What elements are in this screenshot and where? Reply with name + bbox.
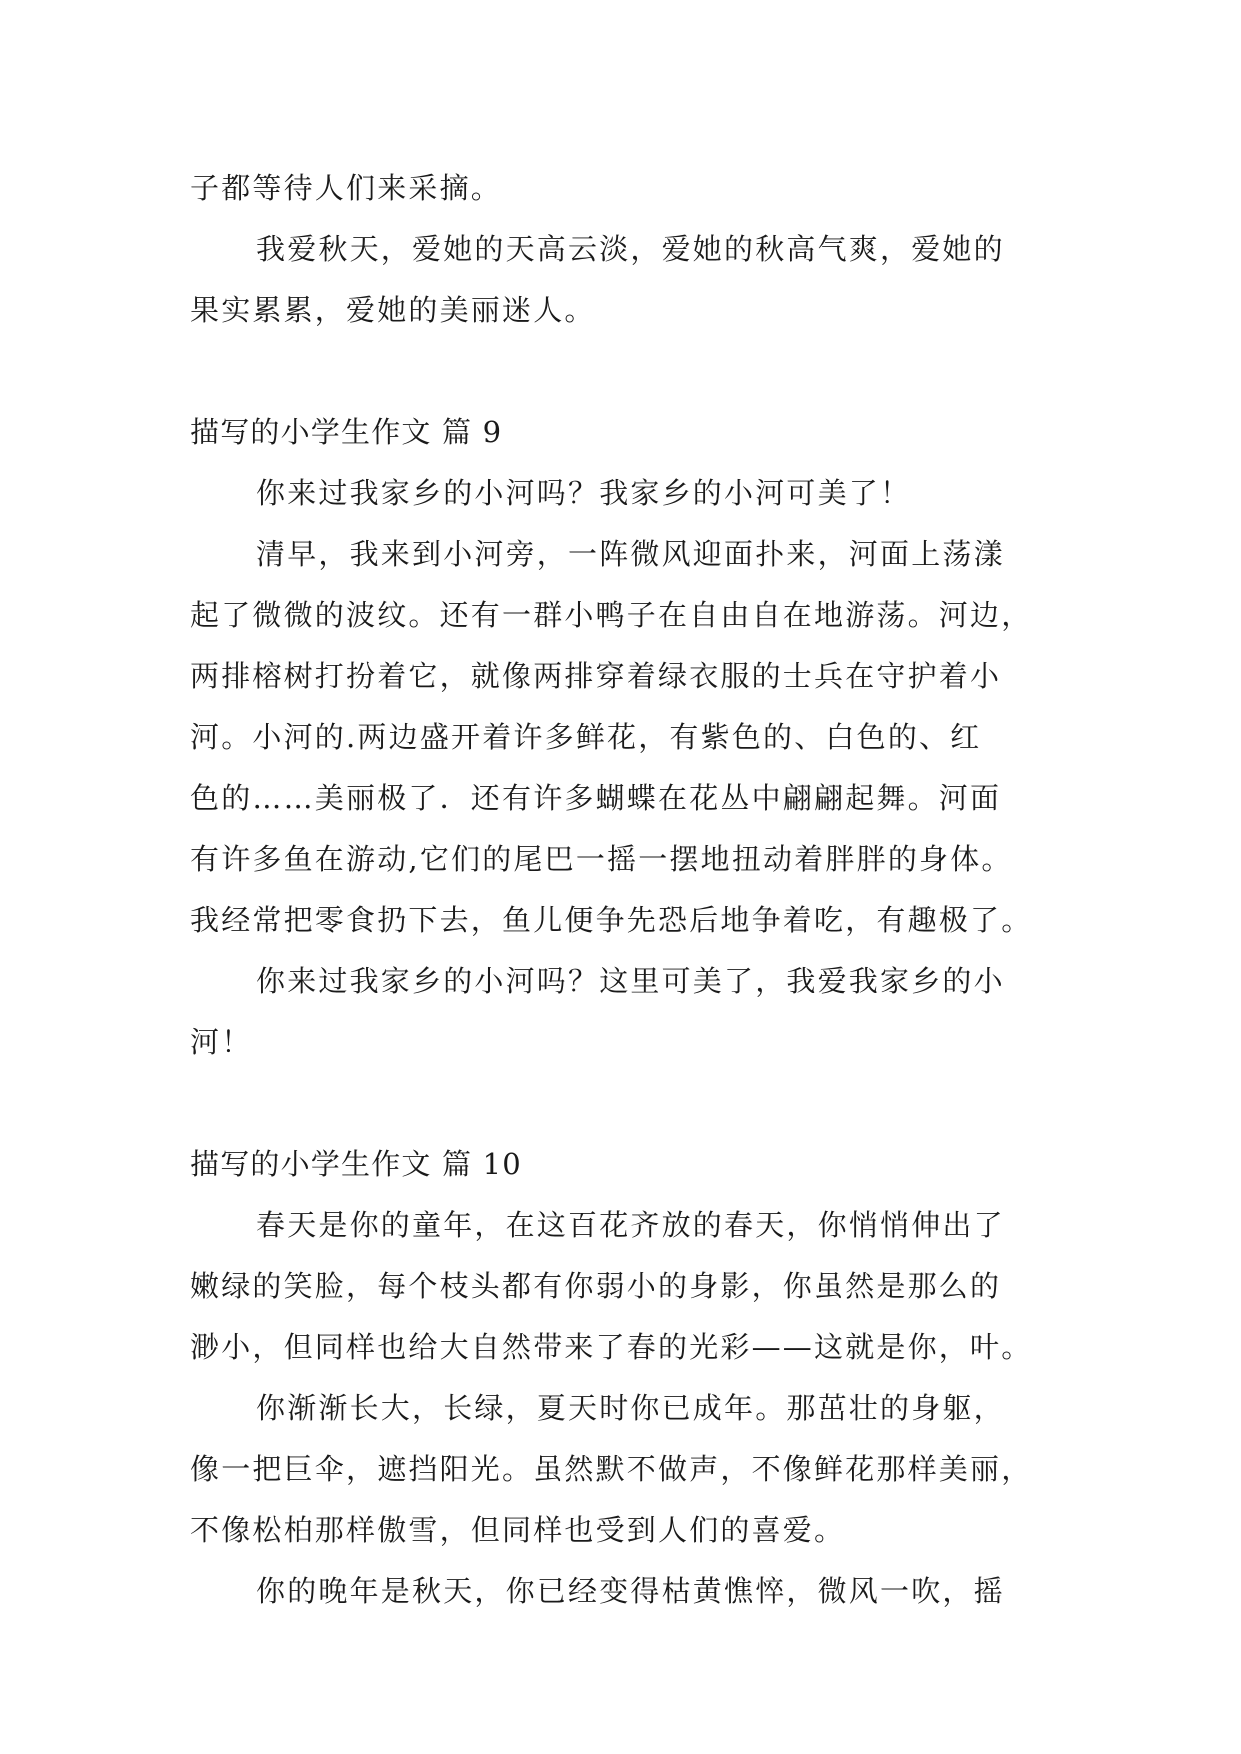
- section-heading: 描写的小学生作文 篇 9: [190, 415, 503, 449]
- paragraph-line: 嫩绿的笑脸，每个枝头都有你弱小的身影，你虽然是那么的: [190, 1269, 1002, 1303]
- blank-line: [190, 1073, 1056, 1134]
- paragraph-line: 像一把巨伞，遮挡阳光。虽然默不做声，不像鲜花那样美丽，: [190, 1452, 1033, 1486]
- paragraph-line: 我经常把零食扔下去，鱼儿便争先恐后地争着吃，有趣极了。: [190, 903, 1033, 937]
- document-page: [190, 158, 1056, 1622]
- paragraph-line: 不像松柏那样傲雪，但同样也受到人们的喜爱。: [190, 1513, 846, 1547]
- paragraph-line: 果实累累，爱她的美丽迷人。: [190, 293, 596, 327]
- section-heading: 描写的小学生作文 篇 10: [190, 1147, 522, 1181]
- paragraph-line: 有许多鱼在游动,它们的尾巴一摇一摆地扭动着胖胖的身体。: [190, 842, 1013, 876]
- paragraph-line: 清早，我来到小河旁，一阵微风迎面扑来，河面上荡漾: [256, 537, 1005, 571]
- paragraph-line: 你渐渐长大，长绿，夏天时你已成年。那茁壮的身躯，: [256, 1391, 1005, 1425]
- paragraph-line: 你来过我家乡的小河吗？这里可美了，我爱我家乡的小: [256, 964, 1005, 998]
- paragraph-line: 你的晚年是秋天，你已经变得枯黄憔悴，微风一吹，摇: [256, 1574, 1005, 1608]
- paragraph-line: 河。小河的.两边盛开着许多鲜花，有紫色的、白色的、红: [190, 720, 982, 754]
- paragraph-line: 春天是你的童年，在这百花齐放的春天，你悄悄伸出了: [256, 1208, 1005, 1242]
- paragraph-line: 起了微微的波纹。还有一群小鸭子在自由自在地游荡。河边，: [190, 598, 1033, 632]
- paragraph-line: 我爱秋天，爱她的天高云淡，爱她的秋高气爽，爱她的: [256, 232, 1005, 266]
- paragraph-line: 河！: [190, 1025, 253, 1059]
- paragraph-line: 渺小，但同样也给大自然带来了春的光彩——这就是你，叶。: [190, 1330, 1033, 1364]
- paragraph-line: 两排榕树打扮着它，就像两排穿着绿衣服的士兵在守护着小: [190, 659, 1002, 693]
- paragraph-line: 你来过我家乡的小河吗？我家乡的小河可美了！: [256, 476, 912, 510]
- paragraph-line: 子都等待人们来采摘。: [190, 171, 503, 205]
- blank-line: [190, 341, 1056, 402]
- paragraph-line: 色的……美丽极了．还有许多蝴蝶在花丛中翩翩起舞。河面: [190, 781, 1002, 815]
